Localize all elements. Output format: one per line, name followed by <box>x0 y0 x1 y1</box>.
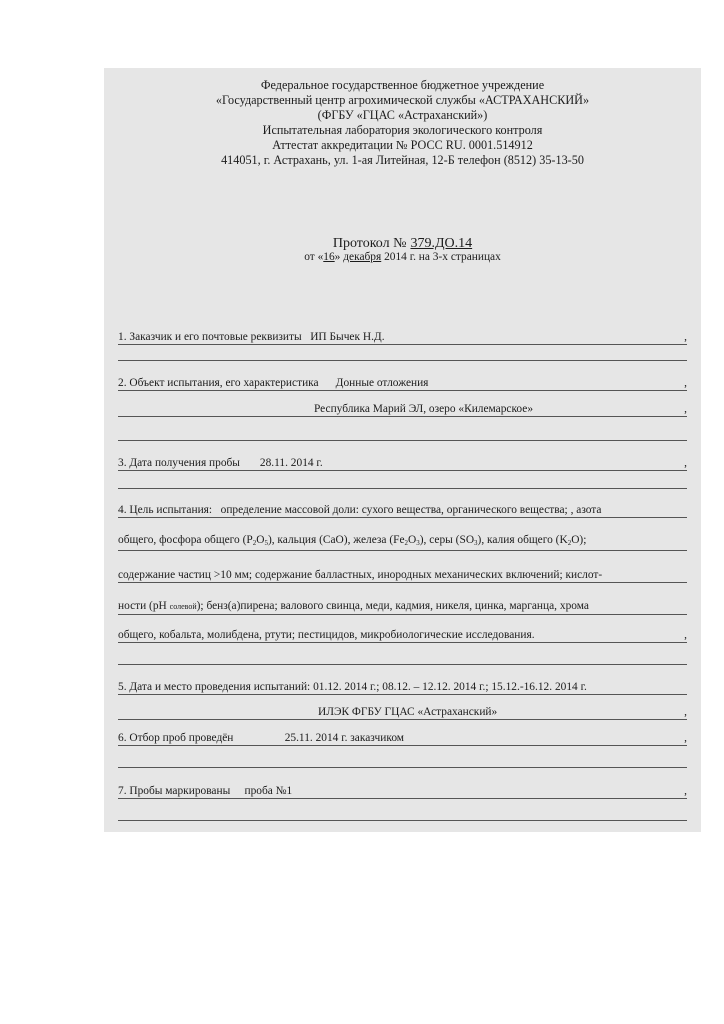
blank-line <box>118 440 687 441</box>
test-place: ИЛЭК ФГБУ ГЦАС «Астраханский» <box>318 706 498 718</box>
test-dates-row: 5. Дата и место проведения испытаний: 01.12. 2014 г.; 08.12. – 12.12. 2014 г.; 15.12.-16.12. 2014 г. <box>118 680 687 695</box>
marking-value: проба №1 <box>244 785 293 797</box>
object-row: 2. Объект испытания, его характеристика Донные отложения , <box>118 377 687 389</box>
header-lab-name: Испытательная лаборатория экологического контроля <box>262 123 543 137</box>
protocol-year-pages: 2014 г. на 3-х страницах <box>384 251 501 263</box>
header-org-short: (ФГБУ «ГЦАС «Астраханский») <box>317 108 488 122</box>
date-received-row: 3. Дата получения пробы 28.11. 2014 г. , <box>118 457 687 469</box>
customer-row: 1. Заказчик и его почтовые реквизиты ИП Бычек Н.Д. , <box>118 331 687 343</box>
blank-line <box>118 488 687 489</box>
purpose-line-1: определение массовой доли: сухого вещества, органического вещества; , азота <box>220 504 602 516</box>
protocol-title <box>104 234 701 252</box>
test-dates-value: 01.12. 2014 г.; 08.12. – 12.12. 2014 г.; 15.12.-16.12. 2014 г. <box>313 681 587 693</box>
blank-line <box>118 664 687 665</box>
protocol-month: декабря <box>343 251 382 263</box>
header-address: 414051, г. Астрахань, ул. 1-ая Литейная, 12-Б телефон (8512) 35-13-50 <box>221 153 584 167</box>
object-location-row: Республика Марий ЭЛ, озеро «Килемарское» , <box>118 402 687 417</box>
purpose-line-4: ности (pH солевой); бенз(а)пирена; валового свинца, меди, кадмия, никеля, цинка, марганца, хрома <box>118 599 687 615</box>
sampling-value: 25.11. 2014 г. заказчиком <box>284 732 405 744</box>
object-value: Донные отложения <box>335 377 429 389</box>
header-accreditation: Аттестат аккредитации № РОСС RU. 0001.514912 <box>272 138 533 152</box>
date-received-value: 28.11. 2014 г. <box>259 457 323 469</box>
purpose-line-3: содержание частиц >10 мм; содержание балластных, инородных механических включений; кислот- <box>118 568 687 583</box>
marking-row: 7. Пробы маркированы проба №1 , <box>118 785 687 797</box>
purpose-row: 4. Цель испытания: определение массовой доли: сухого вещества, органического вещества; , азота <box>118 503 687 518</box>
header-org-type: Федеральное государственное бюджетное учреждение <box>260 78 545 92</box>
test-place-row: ИЛЭК ФГБУ ГЦАС «Астраханский» , <box>118 705 687 720</box>
purpose-line-2: общего, фосфора общего $(P_2O_5)$, кальция (CaO), железа $(Fe_2O_3)$, серы $(SO_3)$, калия общего $(K_2O)$; <box>118 533 687 551</box>
protocol-number: 379.ДО.14 <box>410 236 473 251</box>
blank-line <box>118 767 687 768</box>
header-org-name: «Государственный центр агрохимической службы «АСТРАХАНСКИЙ» <box>215 93 590 107</box>
blank-line <box>118 360 687 361</box>
protocol-date: от «16» декабря 2014 г. на 3-х страницах <box>304 251 501 263</box>
purpose-line-5: общего, кобальта, молибдена, ртути; пестицидов, микробиологические исследования. , <box>118 629 687 641</box>
protocol-day: 16 <box>323 251 335 263</box>
blank-line <box>118 820 687 821</box>
sampling-row: 6. Отбор проб проведён 25.11. 2014 г. заказчиком , <box>118 732 687 744</box>
protocol-label: Протокол № <box>332 236 407 251</box>
scanned-document <box>104 68 701 832</box>
customer-value: ИП Бычек Н.Д. <box>310 331 385 343</box>
object-location: Республика Марий ЭЛ, озеро «Килемарское» <box>314 403 534 415</box>
